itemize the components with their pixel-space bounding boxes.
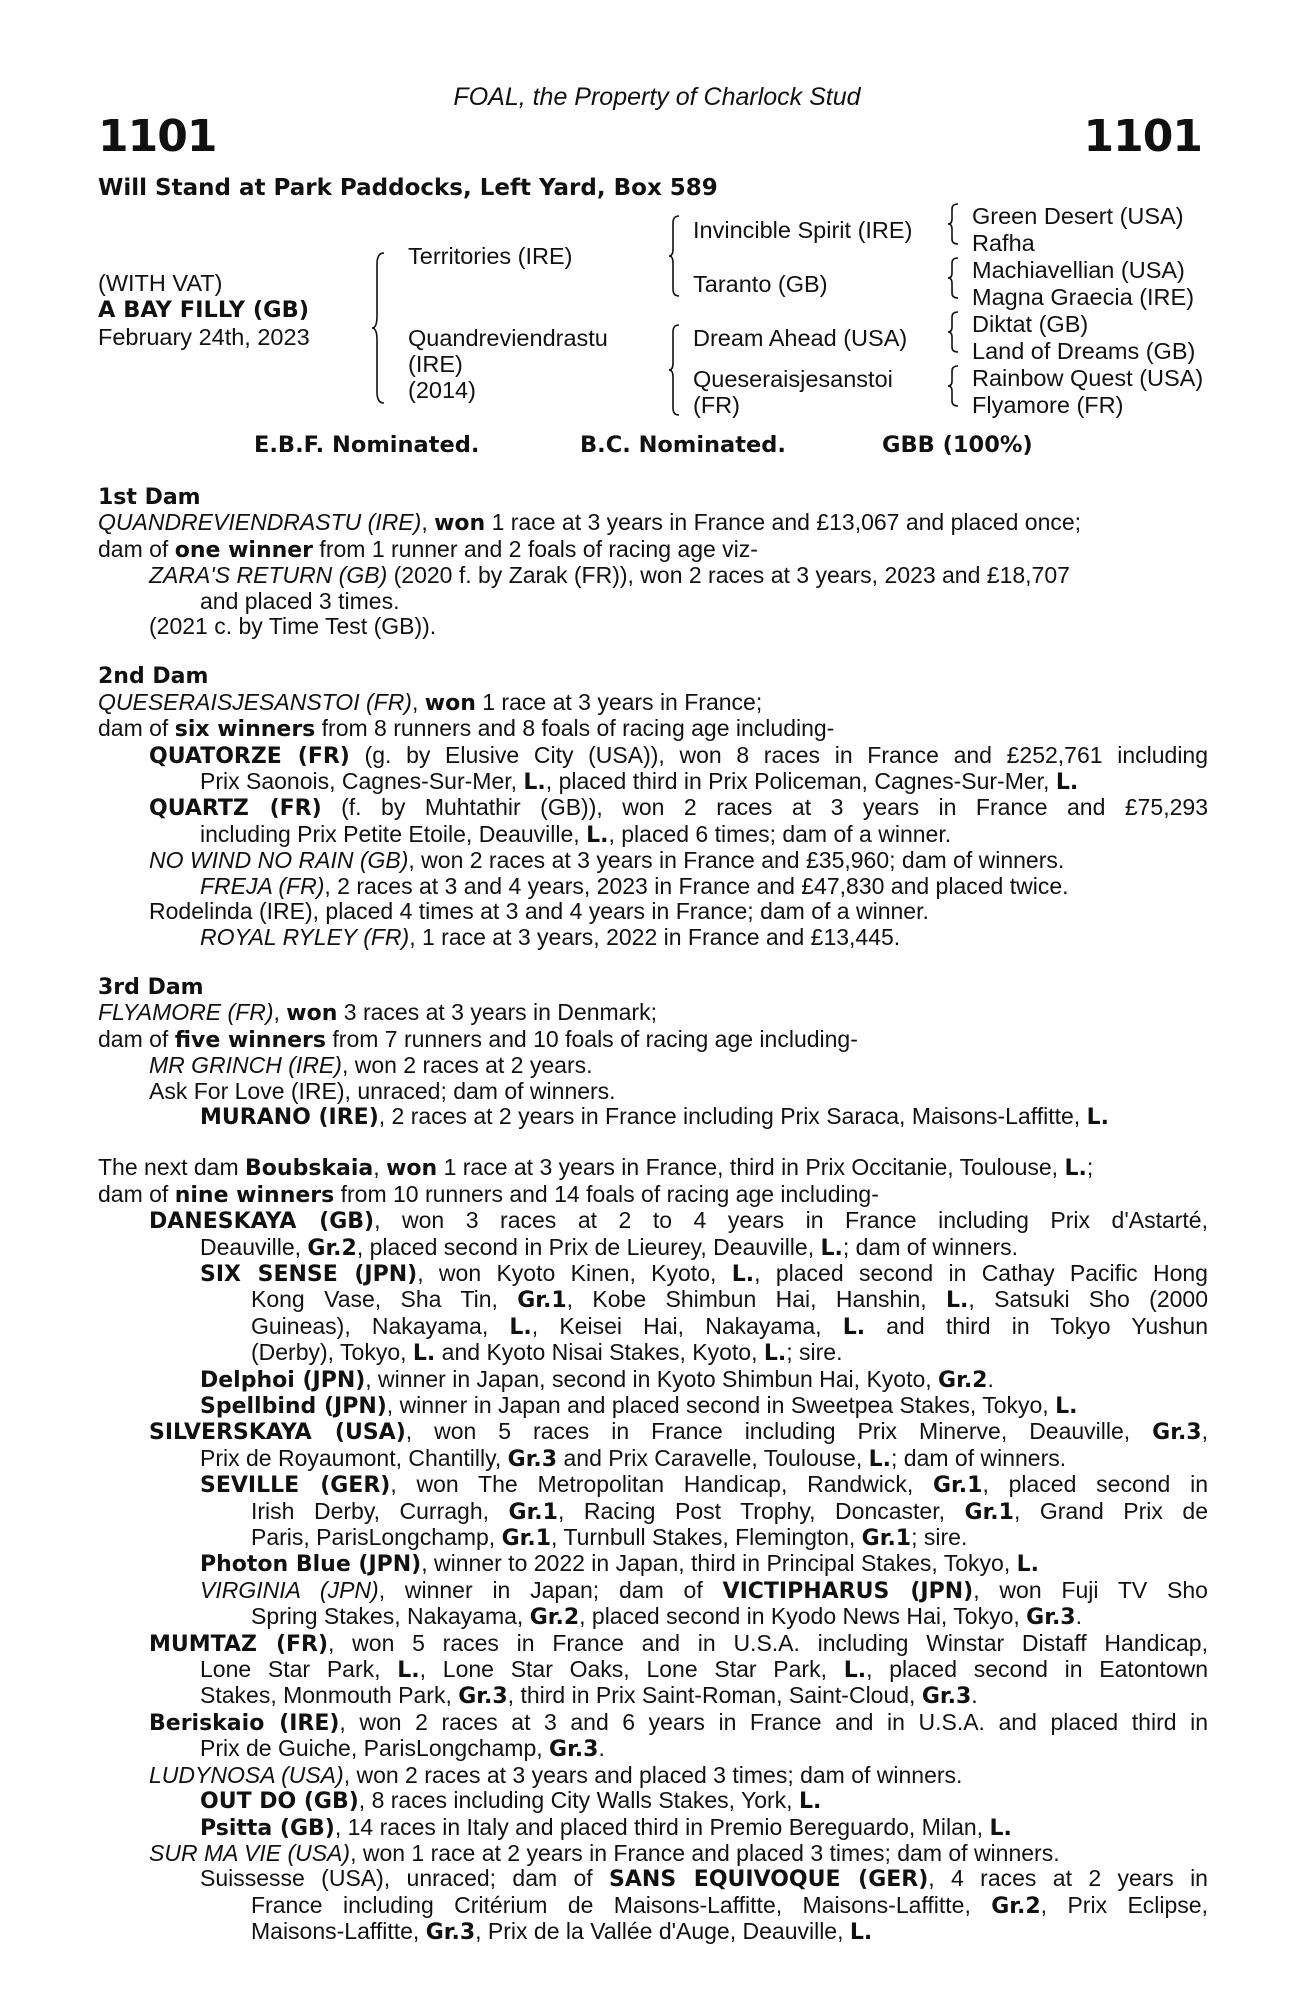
second-dam-line: QUARTZ (FR) (f. by Muhtathir (GB)), won 2 races at 3 years in France and £75,293 xyxy=(149,794,1208,822)
next-dam-line: The next dam Boubskaia, won 1 race at 3 years in France, third in Prix Occitanie, Toulouse, L.; xyxy=(98,1154,1094,1182)
third-dam-line: dam of five winners from 7 runners and 10 foals of racing age including- xyxy=(98,1025,858,1053)
sire-sire-dam: Rafha xyxy=(972,230,1035,256)
dam-dam-sire: Rainbow Quest (USA) xyxy=(972,365,1204,391)
third-dam-line: FLYAMORE (FR), won 3 races at 3 years in Denmark; xyxy=(98,999,657,1027)
vat-note: (WITH VAT) xyxy=(98,270,223,296)
dam-sire-dam: Land of Dreams (GB) xyxy=(972,338,1196,364)
second-dam-heading: 2nd Dam xyxy=(98,664,209,690)
next-dam-line: LUDYNOSA (USA), won 2 races at 3 years and placed 3 times; dam of winners. xyxy=(149,1761,963,1788)
next-dam-line: Prix de Guiche, ParisLongchamp, Gr.3. xyxy=(200,1735,605,1763)
catalogue-body xyxy=(98,485,1208,1946)
next-dam-line: VIRGINIA (JPN), winner in Japan; dam of VICTIPHARUS (JPN), won Fuji TV Sho xyxy=(200,1576,1208,1604)
stand-location: Will Stand at Park Paddocks, Left Yard, Box 589 xyxy=(98,175,718,201)
brace-dam xyxy=(668,324,680,416)
next-dam-line: Guineas), Nakayama, L., Keisei Hai, Nakayama, L. and third in Tokyo Yushun xyxy=(251,1312,1208,1340)
next-dam-line: dam of nine winners from 10 runners and 14 foals of racing age including- xyxy=(98,1180,879,1208)
dam-line-3: (2014) xyxy=(408,377,476,403)
first-dam-line: dam of one winner from 1 runner and 2 foals of racing age viz- xyxy=(98,535,758,563)
dam-dam-line-2: (FR) xyxy=(693,392,740,418)
second-dam-line: including Prix Petite Etoile, Deauville, L., placed 6 times; dam of a winner. xyxy=(200,820,952,848)
second-dam-line: QUATORZE (FR) (g. by Elusive City (USA)), won 8 races in France and £252,761 including xyxy=(149,741,1209,769)
first-dam-heading: 1st Dam xyxy=(98,485,201,510)
next-dam-line: Irish Derby, Curragh, Gr.1, Racing Post Trophy, Doncaster, Gr.1, Grand Prix de xyxy=(251,1497,1209,1525)
second-dam-line: Prix Saonois, Cagnes-Sur-Mer, L., placed third in Prix Policeman, Cagnes-Sur-Mer, L. xyxy=(200,768,1079,796)
first-dam-line: (2021 c. by Time Test (GB)). xyxy=(149,613,437,640)
second-dam-line: FREJA (FR), 2 races at 3 and 4 years, 2023 in France and £47,830 and placed twice. xyxy=(200,872,1069,899)
next-dam-line: Photon Blue (JPN), winner to 2022 in Japan, third in Principal Stakes, Tokyo, L. xyxy=(200,1550,1039,1578)
second-dam-line: QUESERAISJESANSTOI (FR), won 1 race at 3 years in France; xyxy=(98,688,763,716)
next-dam-line: Beriskaio (IRE), won 2 races at 3 and 6 years in France and in U.S.A. and placed third in xyxy=(149,1708,1208,1736)
ebf-nomination: E.B.F. Nominated. xyxy=(254,432,480,458)
next-dam-line: Paris, ParisLongchamp, Gr.1, Turnbull Stakes, Flemington, Gr.1; sire. xyxy=(251,1524,968,1552)
first-dam-line: QUANDREVIENDRASTU (IRE), won 1 race at 3 years in France and £13,067 and placed once; xyxy=(98,509,1082,537)
sire-sire-sire: Green Desert (USA) xyxy=(972,203,1184,229)
brace-sire xyxy=(668,215,680,297)
lot-number-left: 1101 xyxy=(98,111,217,162)
dam-sire: Dream Ahead (USA) xyxy=(693,325,908,351)
first-dam-line: ZARA'S RETURN (GB) (2020 f. by Zarak (FR)), won 2 races at 3 years, 2023 and £18,707 xyxy=(149,562,1070,589)
next-dam-line: Prix de Royaumont, Chantilly, Gr.3 and Prix Caravelle, Toulouse, L.; dam of winners. xyxy=(200,1444,1067,1472)
next-dam-line: SEVILLE (GER), won The Metropolitan Handicap, Randwick, Gr.1, placed second in xyxy=(200,1471,1208,1499)
lot-number-right: 1101 xyxy=(1083,111,1202,162)
next-dam-line: SIX SENSE (JPN), won Kyoto Kinen, Kyoto, L., placed second in Cathay Pacific Hong xyxy=(200,1259,1208,1287)
brace-ds xyxy=(947,311,959,353)
third-dam-line: Ask For Love (IRE), unraced; dam of winners. xyxy=(149,1077,616,1104)
third-dam-heading: 3rd Dam xyxy=(98,974,204,1000)
next-dam-line: Maisons-Laffitte, Gr.3, Prix de la Vallée d'Auge, Deauville, L. xyxy=(251,1918,873,1946)
next-dam-line: OUT DO (GB), 8 races including City Walls Stakes, York, L. xyxy=(200,1787,822,1815)
horse-dob: February 24th, 2023 xyxy=(98,324,310,350)
brace-ss xyxy=(947,203,959,245)
next-dam-line: Kong Vase, Sha Tin, Gr.1, Kobe Shimbun Hai, Hanshin, L., Satsuki Sho (2000 xyxy=(251,1286,1209,1314)
next-dam-line: (Derby), Tokyo, L. and Kyoto Nisai Stakes, Kyoto, L.; sire. xyxy=(251,1339,843,1367)
next-dam-line: Spring Stakes, Nakayama, Gr.2, placed second in Kyodo News Hai, Tokyo, Gr.3. xyxy=(251,1603,1082,1631)
next-dam-line: Psitta (GB), 14 races in Italy and placed third in Premio Bereguardo, Milan, L. xyxy=(200,1813,1012,1841)
second-dam-line: Rodelinda (IRE), placed 4 times at 3 and 4 years in France; dam of a winner. xyxy=(149,898,929,925)
dam-sire-sire: Diktat (GB) xyxy=(972,311,1089,337)
next-dam-line: MUMTAZ (FR), won 5 races in France and in U.S.A. including Winstar Distaff Handicap, xyxy=(149,1629,1208,1657)
next-dam-line: Suissesse (USA), unraced; dam of SANS EQUIVOQUE (GER), 4 races at 2 years in xyxy=(200,1865,1208,1893)
second-dam-line: dam of six winners from 8 runners and 8 foals of racing age including- xyxy=(98,715,835,743)
next-dam-line: Delphoi (JPN), winner in Japan, second in Kyoto Shimbun Hai, Kyoto, Gr.2. xyxy=(200,1365,994,1393)
third-dam-line: MURANO (IRE), 2 races at 2 years in France including Prix Saraca, Maisons-Laffitte, L. xyxy=(200,1102,1109,1130)
dam-line-2: (IRE) xyxy=(408,351,463,377)
bc-nomination: B.C. Nominated. xyxy=(580,432,786,458)
dam-line-1: Quandreviendrastu xyxy=(408,325,608,351)
brace-dd xyxy=(947,365,959,407)
next-dam-line: SILVERSKAYA (USA), won 5 races in France including Prix Minerve, Deauville, Gr.3, xyxy=(149,1418,1208,1446)
next-dam-line: Spellbind (JPN), winner in Japan and placed second in Sweetpea Stakes, Tokyo, L. xyxy=(200,1392,1078,1419)
next-dam-line: Stakes, Monmouth Park, Gr.3, third in Prix Saint-Roman, Saint-Cloud, Gr.3. xyxy=(200,1682,978,1710)
next-dam-line: Lone Star Park, L., Lone Star Oaks, Lone Star Park, L., placed second in Eatontown xyxy=(200,1656,1208,1684)
sire-dam-sire: Machiavellian (USA) xyxy=(972,257,1185,283)
horse-name: A BAY FILLY (GB) xyxy=(98,297,310,323)
next-dam-line: Deauville, Gr.2, placed second in Prix de Lieurey, Deauville, L.; dam of winners. xyxy=(200,1233,1019,1261)
sire-sire: Invincible Spirit (IRE) xyxy=(693,217,913,243)
second-dam-line: NO WIND NO RAIN (GB), won 2 races at 3 years in France and £35,960; dam of winners. xyxy=(149,847,1065,874)
sire-dam-dam: Magna Graecia (IRE) xyxy=(972,284,1195,310)
next-dam-line: DANESKAYA (GB), won 3 races at 2 to 4 years in France including Prix d'Astarté, xyxy=(149,1207,1208,1235)
sire-dam: Taranto (GB) xyxy=(693,271,828,297)
next-dam-line: France including Critérium de Maisons-Laffitte, Maisons-Laffitte, Gr.2, Prix Eclipse, xyxy=(251,1891,1208,1919)
third-dam-line: MR GRINCH (IRE), won 2 races at 2 years. xyxy=(149,1052,593,1079)
dam-dam-line-1: Queseraisjesanstoi xyxy=(693,366,893,392)
sale-title: FOAL, the Property of Charlock Stud xyxy=(453,83,861,111)
gbb-rating: GBB (100%) xyxy=(882,432,1033,458)
second-dam-line: ROYAL RYLEY (FR), 1 race at 3 years, 2022 in France and £13,445. xyxy=(200,923,901,950)
next-dam-line: SUR MA VIE (USA), won 1 race at 2 years in France and placed 3 times; dam of winners. xyxy=(149,1839,1060,1866)
dam-dam-dam: Flyamore (FR) xyxy=(972,392,1124,418)
brace-horse xyxy=(371,252,385,404)
brace-sd xyxy=(947,257,959,299)
sire: Territories (IRE) xyxy=(408,243,573,269)
first-dam-line: and placed 3 times. xyxy=(200,587,400,614)
